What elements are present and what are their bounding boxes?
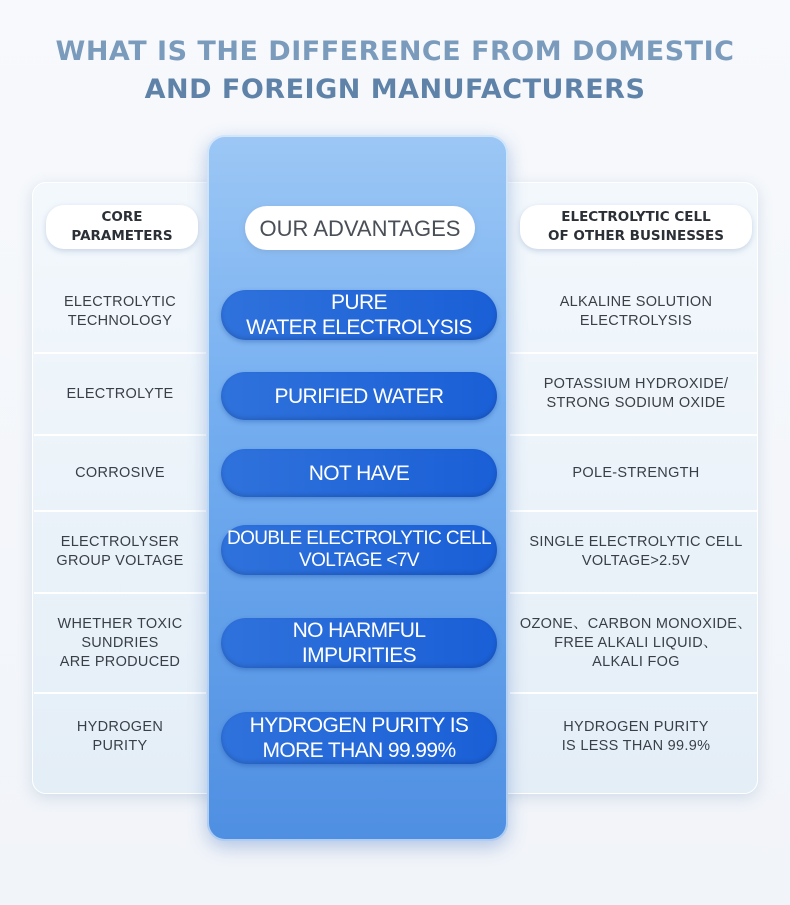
advantage-double-cell-voltage: DOUBLE ELECTROLYTIC CELL VOLTAGE <7V [221,525,497,575]
parameter-electrolyte: ELECTROLYTE [66,385,174,402]
advantage-not-have: NOT HAVE [221,449,497,497]
other-ozone-carbon-monoxide: OZONE、CARBON MONOXIDE、 FREE ALKALI LIQUID、 ALKALI FOG [519,615,753,670]
advantage-no-harmful-impurities: NO HARMFUL IMPURITIES [221,618,497,668]
other-single-cell-voltage: SINGLE ELECTROLYTIC CELL VOLTAGE>2.5V [529,534,743,569]
advantage-purified-water: PURIFIED WATER [221,372,497,420]
core-parameters-header: CORE PARAMETERS [46,205,198,249]
parameter-toxic-sundries: WHETHER TOXIC SUNDRIES ARE PRODUCED [57,615,183,670]
our-advantages-header: OUR ADVANTAGES [245,206,475,250]
parameter-electrolytic-technology: ELECTROLYTIC TECHNOLOGY [63,294,177,329]
advantage-pure-water-electrolysis: PURE WATER ELECTROLYSIS [221,290,497,340]
advantage-hydrogen-purity: HYDROGEN PURITY IS MORE THAN 99.99% [221,712,497,764]
page-title-line-1: WHAT IS THE DIFFERENCE FROM DOMESTIC [55,36,735,67]
parameter-hydrogen-purity: HYDROGEN PURITY [76,719,164,754]
other-hydrogen-purity: HYDROGEN PURITY IS LESS THAN 99.9% [561,719,711,754]
other-potassium-hydroxide: POTASSIUM HYDROXIDE/ STRONG SODIUM OXIDE [543,376,729,411]
parameter-group-voltage: ELECTROLYSER GROUP VOLTAGE [56,534,184,569]
other-businesses-header: ELECTROLYTIC CELL OF OTHER BUSINESSES [520,205,752,249]
parameter-corrosive: CORROSIVE [75,464,165,481]
other-pole-strength: POLE-STRENGTH [572,464,700,481]
page-title-line-2: AND FOREIGN MANUFACTURERS [144,74,646,105]
other-alkaline-solution: ALKALINE SOLUTION ELECTROLYSIS [559,294,713,329]
